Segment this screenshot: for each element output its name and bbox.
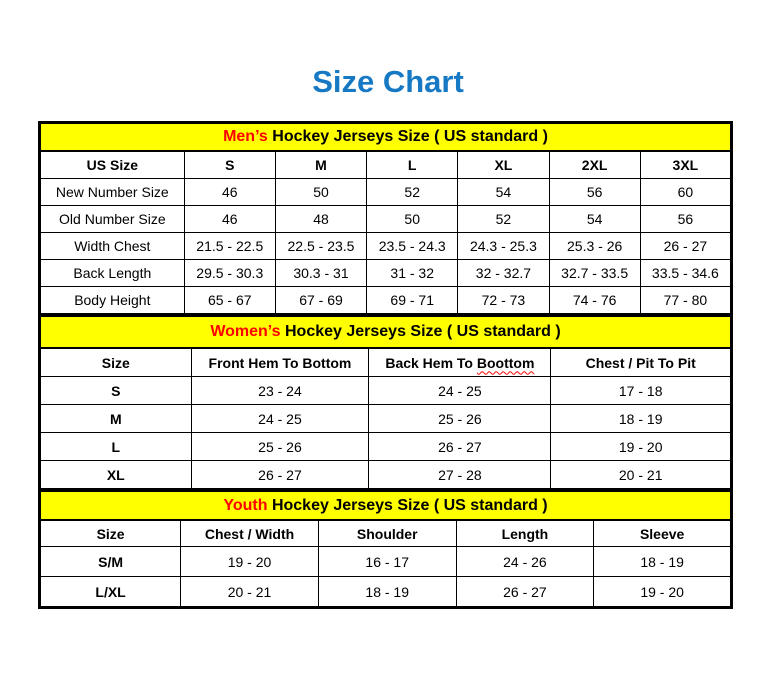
column-header: US Size <box>40 151 185 179</box>
table-row <box>40 577 732 608</box>
value-cell: 52 <box>458 206 549 233</box>
column-header: Chest / Pit To Pit <box>551 348 732 377</box>
value-cell: 24 - 25 <box>369 377 551 405</box>
value-cell: 56 <box>640 206 731 233</box>
value-cell: 29.5 - 30.3 <box>184 260 275 287</box>
column-header: M <box>275 151 366 179</box>
value-cell: 50 <box>275 179 366 206</box>
value-cell: 60 <box>640 179 731 206</box>
mens-header-row <box>40 151 732 179</box>
value-cell: 24.3 - 25.3 <box>458 233 549 260</box>
value-cell: 25.3 - 26 <box>549 233 640 260</box>
column-header: Sleeve <box>594 520 732 547</box>
row-label-cell: S/M <box>40 547 181 577</box>
value-cell: 22.5 - 23.5 <box>275 233 366 260</box>
value-cell: 54 <box>458 179 549 206</box>
row-label-cell: L <box>40 433 192 461</box>
value-cell: 26 - 27 <box>456 577 594 608</box>
row-label-cell: L/XL <box>40 577 181 608</box>
row-label-cell: XL <box>40 461 192 490</box>
value-cell: 33.5 - 34.6 <box>640 260 731 287</box>
mens-title-rest: Hockey Jerseys Size ( US standard ) <box>267 128 548 145</box>
row-label-cell: Back Length <box>40 260 185 287</box>
value-cell: 50 <box>367 206 458 233</box>
page-title: Size Chart <box>312 64 464 99</box>
womens-size-table <box>38 314 733 491</box>
column-header: Size <box>40 520 181 547</box>
row-label-cell: Width Chest <box>40 233 185 260</box>
youth-header-row <box>40 520 732 547</box>
table-row <box>40 377 732 405</box>
value-cell: 25 - 26 <box>191 433 369 461</box>
value-cell: 65 - 67 <box>184 287 275 315</box>
womens-title-rest: Hockey Jerseys Size ( US standard ) <box>280 323 561 340</box>
value-cell: 74 - 76 <box>549 287 640 315</box>
row-label-cell: M <box>40 405 192 433</box>
mens-section-title <box>40 123 732 152</box>
table-row <box>40 405 732 433</box>
column-header: Size <box>40 348 192 377</box>
value-cell: 46 <box>184 179 275 206</box>
value-cell: 32.7 - 33.5 <box>549 260 640 287</box>
value-cell: 20 - 21 <box>181 577 319 608</box>
column-header: Length <box>456 520 594 547</box>
table-row <box>40 260 732 287</box>
column-header: XL <box>458 151 549 179</box>
column-header: Chest / Width <box>181 520 319 547</box>
value-cell: 21.5 - 22.5 <box>184 233 275 260</box>
value-cell: 46 <box>184 206 275 233</box>
value-cell: 32 - 32.7 <box>458 260 549 287</box>
column-header: L <box>367 151 458 179</box>
mens-highlight-text: Men’s <box>223 128 268 145</box>
value-cell: 26 - 27 <box>369 433 551 461</box>
value-cell: 54 <box>549 206 640 233</box>
value-cell: 56 <box>549 179 640 206</box>
value-cell: 48 <box>275 206 366 233</box>
value-cell: 31 - 32 <box>367 260 458 287</box>
youth-size-table <box>38 489 733 609</box>
value-cell: 18 - 19 <box>594 547 732 577</box>
row-label-cell: Body Height <box>40 287 185 315</box>
value-cell: 24 - 26 <box>456 547 594 577</box>
row-label-cell: Old Number Size <box>40 206 185 233</box>
misspelled-word: Boottom <box>476 354 535 371</box>
value-cell: 19 - 20 <box>551 433 732 461</box>
value-cell: 17 - 18 <box>551 377 732 405</box>
value-cell: 23.5 - 24.3 <box>367 233 458 260</box>
value-cell: 30.3 - 31 <box>275 260 366 287</box>
section-band-row <box>40 491 732 521</box>
table-row <box>40 179 732 206</box>
table-row <box>40 206 732 233</box>
section-band-row <box>40 316 732 349</box>
value-cell: 20 - 21 <box>551 461 732 490</box>
value-cell: 19 - 20 <box>181 547 319 577</box>
value-cell: 24 - 25 <box>191 405 369 433</box>
table-row <box>40 461 732 490</box>
value-cell: 18 - 19 <box>318 577 456 608</box>
youth-highlight-text: Youth <box>223 496 268 514</box>
table-row <box>40 233 732 260</box>
table-row <box>40 547 732 577</box>
table-row <box>40 433 732 461</box>
column-header: 2XL <box>549 151 640 179</box>
column-header: Shoulder <box>318 520 456 547</box>
youth-title-rest: Hockey Jerseys Size ( US standard ) <box>267 496 548 514</box>
section-band-row <box>40 123 732 152</box>
youth-section-title <box>40 491 732 521</box>
column-header-text: Back Hem To <box>385 354 477 371</box>
table-row <box>40 287 732 315</box>
value-cell: 23 - 24 <box>191 377 369 405</box>
value-cell: 67 - 69 <box>275 287 366 315</box>
row-label-cell: S <box>40 377 192 405</box>
value-cell: 72 - 73 <box>458 287 549 315</box>
value-cell: 69 - 71 <box>367 287 458 315</box>
value-cell: 27 - 28 <box>369 461 551 490</box>
mens-size-table <box>38 121 733 316</box>
womens-highlight-text: Women’s <box>210 323 281 340</box>
womens-header-row <box>40 348 732 377</box>
column-header: 3XL <box>640 151 731 179</box>
value-cell: 52 <box>367 179 458 206</box>
value-cell: 19 - 20 <box>594 577 732 608</box>
column-header: S <box>184 151 275 179</box>
column-header <box>369 348 551 377</box>
value-cell: 25 - 26 <box>369 405 551 433</box>
size-chart-container <box>38 121 733 609</box>
column-header: Front Hem To Bottom <box>191 348 369 377</box>
row-label-cell: New Number Size <box>40 179 185 206</box>
value-cell: 26 - 27 <box>640 233 731 260</box>
value-cell: 26 - 27 <box>191 461 369 490</box>
value-cell: 18 - 19 <box>551 405 732 433</box>
value-cell: 77 - 80 <box>640 287 731 315</box>
womens-section-title <box>40 316 732 349</box>
value-cell: 16 - 17 <box>318 547 456 577</box>
